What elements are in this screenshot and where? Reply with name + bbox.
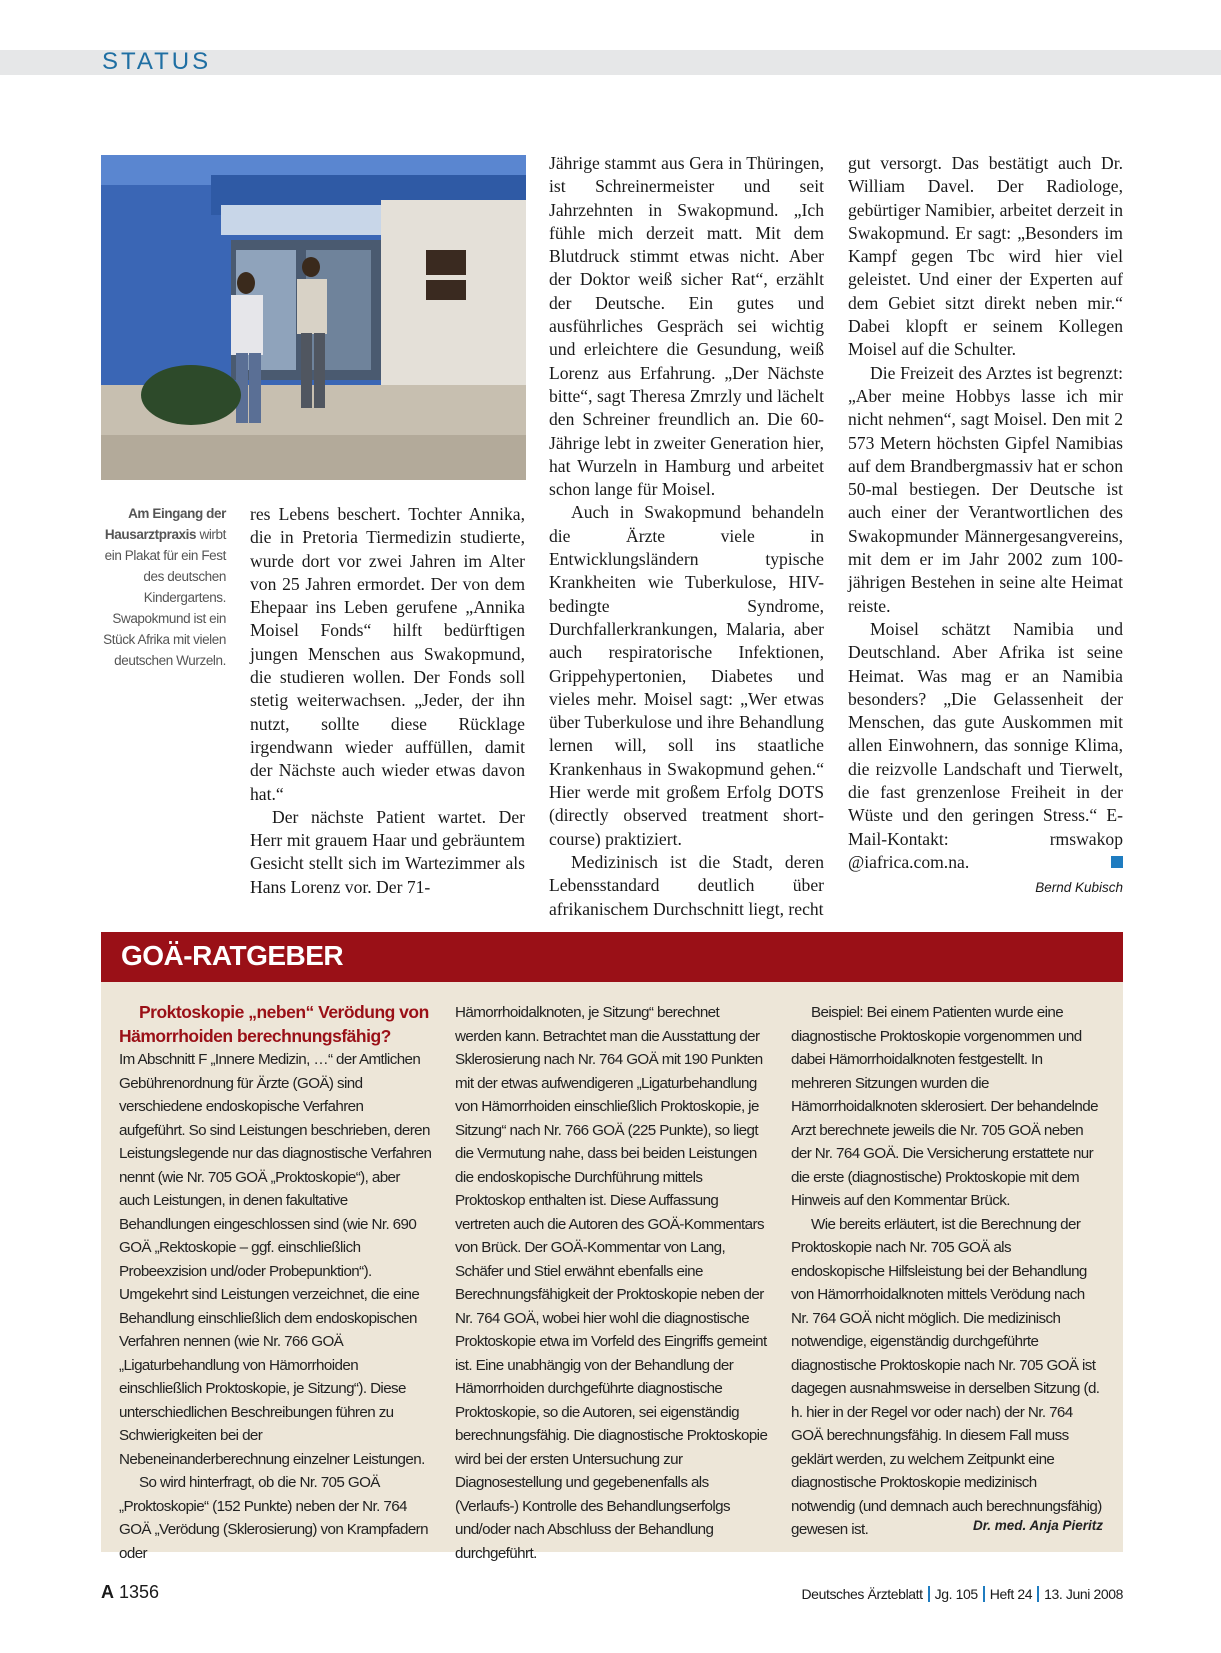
ratgeber-paragraph: Beispiel: Bei einem Patienten wurde eine diagnostische Proktoskopie vorgenommen und dabei Hämorrhoidalknoten festgestellt. In mehreren Sitzungen wurden die Hämorrhoidalknoten sklerosiert. Der behandelnde Arzt berechnete jeweils die Nr. 705 GOÄ neben der Nr. 764 GOÄ. Die Versicherung erstattete nur die erste (diagnostische) Proktoskopie mit dem Hinweis auf den Kommentar Brück. (791, 1004, 1098, 1209)
article-column-1 (250, 503, 525, 899)
ratgeber-column-2 (455, 1001, 768, 1565)
ratgeber-column-1 (119, 1001, 432, 1565)
article-paragraph: gut versorgt. Das bestätigt auch Dr. William Davel. Der Radiologe, gebürtiger Namibier, arbeitet derzeit in Swakopmund. Er sagt: „Besonders im Kampf gegen Tbc wird hier viel geleistet. Und einer der Experten auf dem Gebiet sitzt direkt neben mir.“ Dabei klopft er seinem Kollegen Moisel auf die Schulter. (848, 153, 1123, 360)
article-paragraph-final (848, 618, 1123, 874)
ratgeber-paragraph: Hämorrhoidalknoten, je Sitzung“ berechnet werden kann. Betrachtet man die Ausstattung der Sklerosierung nach Nr. 764 GOÄ mit 190 Punkten mit der etwas aufwendigeren „Ligaturbehandlung von Hämorrhoiden einschließlich Proktoskopie, je Sitzung“ nach Nr. 766 GOÄ (225 Punkte), so liegt die Vermutung nahe, dass bei beiden Leistungen die endoskopische Durchführung mittels Proktoskop enthalten ist. Diese Auffassung vertreten auch die Autoren des GOÄ-Kommentars von Brück. Der GOÄ-Kommentar von Lang, Schäfer und Stiel erwähnt ebenfalls eine Berechnungsfähigkeit der Proktoskopie neben der Nr. 764 GOÄ, wobei hier wohl die diagnostische Proktoskopie etwa im Vorfeld des Eingriffs gemeint ist. Eine unabhängig von der Behandlung der Hämorrhoiden durchgeführte diagnostische Proktoskopie, so die Autoren, sei eigenständig berechnungsfähig. Die diagnostische Proktoskopie wird bei der ersten Untersuchung zur Diagnosestellung und gegebenenfalls als (Verlaufs-) Kontrolle des Behandlungserfolgs und/oder nach Abschluss der Behandlung durchgeführt. (455, 1004, 768, 1562)
article-paragraph: Medizinisch ist die Stadt, deren Lebensstandard deutlich über afrikanischem Durchschnitt liegt, recht (549, 851, 824, 919)
ratgeber-paragraph: Wie bereits erläutert, ist die Berechnung der Proktoskopie nach Nr. 705 GOÄ als endoskopische Hilfsleistung bei der Behandlung von Hämorrhoidalknoten mittels Verödung nach Nr. 764 GOÄ nicht möglich. Die medizinisch notwendige, eigenständig durchgeführte diagnostische Proktoskopie nach Nr. 705 GOÄ ist dagegen ausnahmsweise in derselben Sitzung (d. h. hier in der Regel vor oder nach) der Nr. 764 GOÄ berechnungsfähig. In diesem Fall muss geklärt werden, zu welchem Zeitpunkt eine diagnostische Proktoskopie medizinisch notwendig (und demnach auch berechnungsfähig) gewesen ist. (791, 1215, 1102, 1538)
section-label: STATUS (102, 48, 212, 75)
ratgeber-paragraph: Im Abschnitt F „Innere Medizin, …“ der Amtlichen Gebührenordnung für Ärzte (GOÄ) sind verschiedene endoskopische Verfahren aufgeführt. So sind Leistungen beschrieben, deren Leistungslegende nur das diagnostische Verfahren nennt (wie Nr. 705 GOÄ „Proktoskopie“), aber auch Leistungen, in denen fakultative Behandlungen eingeschlossen sind (wie Nr. 690 GOÄ „Rektoskopie – ggf. einschließlich Probeexzision und/oder Probepunktion“). Umgekehrt sind Leistungen verzeichnet, die eine Behandlung einschließlich dem endoskopischen Verfahren nennen (wie Nr. 766 GOÄ „Ligaturbehandlung von Hämorrhoiden einschließlich Proktoskopie, je Sitzung“). Diese unterschiedlichen Beschreibungen führen zu Schwierigkeiten bei der Nebeneinanderberechnung einzelner Leistungen. (119, 1051, 432, 1468)
article-paragraph: Der nächste Patient wartet. Der Herr mit grauem Haar und gebräuntem Gesicht stellt sich im Wartezimmer als Hans Lorenz vor. Der 71- (250, 806, 525, 897)
photo-caption (101, 503, 226, 671)
ratgeber-column-3 (791, 1001, 1104, 1542)
caption-text: wirbt ein Plakat für ein Fest des deutschen Kindergartens. Swapokmund ist ein Stück Afrika mit vielen deutschen Wurzeln. (103, 527, 226, 668)
journal-name: Deutsches Ärzteblatt (801, 1586, 923, 1602)
article-paragraph: Die Freizeit des Arztes ist begrenzt: „Aber meine Hobbys lasse ich mir nicht nehmen“, sagt Moisel. Den mit 2 573 Metern höchsten Gipfel Namibias auf dem Brandbergmassiv hat er schon 50-mal bestiegen. Der Deutsche ist auch einer der Verantwortlichen des Swakopmunder Männergesangvereins, mit dem er im Jahr 2002 zum 100-jährigen Bestehen in seine alte Heimat reiste. (848, 362, 1123, 616)
journal-volume: Jg. 105 (934, 1586, 978, 1602)
ratgeber-paragraph: So wird hinterfragt, ob die Nr. 705 GOÄ „Proktoskopie“ (152 Punkte) neben der Nr. 764 GOÄ „Verödung (Sklerosierung) von Krampfadern oder (119, 1474, 428, 1562)
journal-issue: Heft 24 (989, 1586, 1033, 1602)
article-paragraph: Jährige stammt aus Gera in Thüringen, ist Schreinermeister und seit Jahrzehnten in Swakopmund. „Ich fühle mich derzeit matt. Mit dem Blutdruck stimmt etwas nicht. Aber der Doktor weiß sicher Rat“, erzählt der Deutsche. Ein gutes und ausführliches Gespräch sei wichtig und erleichtere die Gesundung, weiß Lorenz aus Erfahrung. „Der Nächste bitte“, sagt Theresa Zmrzly und lächelt den Schreiner freundlich an. Die 60-Jährige lebt in zweiter Generation hier, hat Wurzeln in Hamburg und arbeitet schon lange für Moisel. (549, 153, 824, 500)
end-of-article-icon (1111, 856, 1123, 868)
article-column-2 (549, 152, 824, 921)
ratgeber-title: GOÄ-RATGEBER (121, 940, 344, 971)
article-photo (101, 155, 526, 480)
page-prefix: A (101, 1582, 114, 1602)
ratgeber-subheading: Proktoskopie „neben“ Verödung von Hämorrhoiden berechnungsfähig? (119, 1002, 429, 1046)
separator (928, 1586, 930, 1602)
article-final-text: Moisel schätzt Namibia und Deutschland. Aber Afrika ist seine Heimat. Was mag er an Namibia besonders? „Die Gelassenheit der Menschen, das gute Auskommen mit allen Einwohnern, das sonnige Klima, die reizvolle Landschaft und Tierwelt, die fast grenzenlose Freiheit in der Wüste und den geringen Stress.“ E-Mail-Kontakt: rmswakop @iafrica.com.na. (848, 618, 1123, 872)
article-author: Bernd Kubisch (1035, 880, 1123, 895)
article-paragraph: res Lebens beschert. Tochter Annika, die in Pretoria Tiermedizin studierte, wurde dort vor zwei Jahren im Alter von 25 Jahren ermordet. Der von dem Ehepaar ins Leben gerufene „Annika Moisel Fonds“ hilft bedürftigen jungen Menschen aus Swakopmund, die studieren wollen. Der Fonds soll stetig weiterwachsen. „Jeder, der ihn nutzt, sollte diese Rücklage irgendwann wieder auffüllen, damit der Nächste auch wieder etwas davon hat.“ (250, 504, 525, 804)
separator (1037, 1586, 1039, 1602)
ratgeber-author: Dr. med. Anja Pieritz (972, 1518, 1103, 1533)
caption-lead: Am Eingang der Hausarztpraxis (104, 506, 226, 542)
separator (983, 1586, 985, 1602)
article-paragraph: Auch in Swakopmund behandeln die Ärzte viele in Entwicklungsländern typische Krankheiten wie Tuberkulose, HIV-bedingte Syndrome, Durchfallerkrankungen, Malaria, aber auch respiratorische Infektionen, Grippehypertonien, Diabetes und vieles mehr. Moisel sagt: „Wer etwas über Tuberkulose und ihre Behandlung lernen will, soll ins staatliche Krankenhaus in Swakopmund gehen.“ Hier werde mit großem Erfolg DOTS (directly observed treatment short-course) praktiziert. (549, 502, 824, 849)
article-column-3 (848, 152, 1123, 874)
journal-footer (801, 1586, 1123, 1602)
page-number-value: 1356 (119, 1582, 160, 1602)
journal-date: 13. Juni 2008 (1044, 1586, 1123, 1602)
page-number (101, 1582, 159, 1603)
